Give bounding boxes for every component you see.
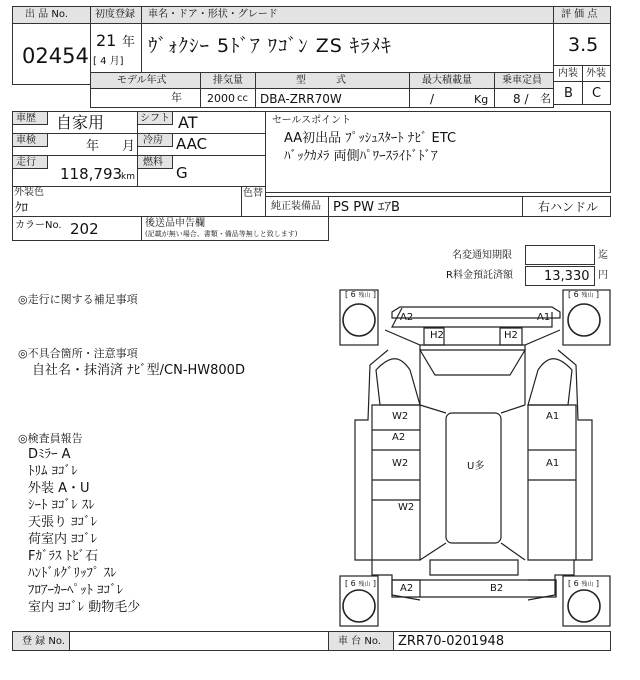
right-doors	[528, 405, 576, 560]
reg-no-label: 登 録 No.	[22, 636, 65, 647]
ac: AAC	[176, 135, 208, 153]
inspector-item: ﾊﾝﾄﾞﾙｸﾞﾘｯﾌﾟ ｽﾚ	[28, 566, 117, 581]
recycle-label: R料金預託済額	[446, 270, 513, 281]
history-label: 車歴	[16, 113, 36, 124]
inspector-item: 荷室内 ﾖｺﾞﾚ	[28, 532, 98, 547]
mark-front-left: A2	[400, 312, 414, 323]
mark-lamp-right: H2	[504, 330, 518, 341]
mark-side-w2-mid: W2	[392, 458, 409, 469]
inspection-label: 車検	[16, 135, 36, 146]
rear-window	[430, 560, 518, 575]
declaration-note: (記載が無い場合、書類・備品等無しと致します)	[145, 230, 298, 238]
first-reg-label: 初度登録	[95, 9, 135, 20]
first-reg-month: [ 4 月]	[93, 56, 124, 67]
inspector-item: Dﾐﾗｰ A	[28, 447, 71, 462]
exterior-label: 外装	[586, 68, 606, 79]
max-load-sep: /	[430, 92, 435, 106]
reg-no-label-cell	[12, 631, 70, 651]
car-name: ｳﾞｫｸｼｰ 5ﾄﾞｱ ﾜｺﾞﾝ ZS ｷﾗﾒｷ	[148, 35, 392, 57]
chassis-no: ZRR70-0201948	[398, 634, 505, 649]
fuel: G	[176, 164, 188, 182]
declaration-label: 後送品申告欄	[145, 218, 205, 229]
mark-front-right: A1	[537, 312, 551, 323]
mark-roof: U多	[467, 461, 485, 472]
shift-label: シフト	[140, 113, 170, 124]
name-change-unit: 迄	[598, 250, 608, 261]
lot-no: 02454	[22, 44, 89, 68]
sales-points-line1: AA初出品 ﾌﾟｯｼｭｽﾀｰﾄ ﾅﾋﾞ ETC	[284, 131, 457, 146]
ext-color: ｸﾛ	[15, 201, 28, 216]
left-side-profile	[355, 350, 420, 600]
tire-label-top-right: [ 6 残山 ]	[568, 290, 599, 299]
recycle-unit: 円	[598, 270, 608, 281]
reg-no-cell	[69, 631, 329, 651]
capacity: 8 /	[513, 92, 529, 106]
recycle-amount: 13,330	[544, 269, 590, 284]
right-side-profile	[528, 350, 592, 600]
sales-points-label: セールスポイント	[272, 115, 352, 126]
mark-lamp-left: H2	[430, 330, 444, 341]
score-label: 評 価 点	[561, 9, 598, 20]
inspector-item: 天張り ﾖｺﾞﾚ	[28, 515, 98, 530]
max-load-unit: Kg	[474, 93, 489, 106]
rear-lamps	[392, 580, 556, 597]
color-no: 202	[70, 220, 99, 238]
interior-label: 内装	[558, 68, 578, 79]
roof-panel	[446, 413, 501, 543]
inspector-item: Fｶﾞﾗｽ ﾄﾋﾞ石	[28, 549, 99, 564]
tire-label-bottom-right: [ 6 残山 ]	[568, 579, 599, 588]
history: 自家用	[56, 113, 105, 132]
inspection-year: 年	[86, 139, 100, 154]
mark-rear-left: A2	[400, 583, 414, 594]
model-year-unit: 年	[171, 91, 182, 104]
ac-label: 冷房	[143, 135, 163, 146]
lot-no-label: 出 品 No.	[25, 9, 68, 20]
mileage: 118,793	[60, 165, 123, 183]
fuel-label: 燃料	[143, 157, 163, 168]
mark-side-a2: A2	[392, 432, 406, 443]
first-reg-year: 21	[96, 31, 117, 50]
exterior-grade: C	[592, 86, 602, 101]
displacement-unit: cc	[237, 93, 248, 104]
model: DBA-ZRR70W	[260, 92, 342, 106]
score: 3.5	[568, 34, 599, 56]
equipment-label: 純正装備品	[271, 201, 321, 212]
chassis-label: 車 台 No.	[338, 636, 381, 647]
right-fender	[528, 359, 572, 405]
model-year-label: モデル年式	[117, 75, 167, 86]
inspector-item: ｼｰﾄ ﾖｺﾞﾚ ｽﾚ	[28, 498, 95, 513]
max-load-label: 最大積載量	[422, 75, 472, 86]
mileage-unit: km	[121, 172, 135, 182]
supplement-title: ◎走行に関する補足事項	[18, 293, 138, 306]
inspector-item: 外装 A・U	[28, 481, 90, 496]
interior-grade: B	[564, 86, 573, 101]
mark-rear-mid: B2	[490, 583, 504, 594]
defects-title: ◎不具合箇所・注意事項	[18, 347, 138, 360]
left-fender	[376, 359, 420, 405]
chassis-label-cell	[328, 631, 394, 651]
car-name-label: 車名・ドア・形状・グレード	[148, 9, 278, 20]
tire-label-top-left: [ 6 残山 ]	[345, 290, 376, 299]
mark-side-w2-low: W2	[398, 502, 415, 513]
defects-line: 自社名・抹消済 ﾅﾋﾞ型/CN-HW800D	[32, 363, 245, 378]
mark-right-a1-mid: A1	[546, 458, 560, 469]
hood	[385, 330, 560, 345]
color-change-label: 色替	[243, 188, 263, 199]
inspector-item: ﾌﾛｱｰｶｰﾍﾟｯﾄ ﾖｺﾞﾚ	[28, 583, 124, 598]
inspector-title: ◎検査員報告	[18, 432, 83, 445]
name-change-label: 名変通知期限	[452, 250, 512, 261]
capacity-unit: 名	[540, 92, 551, 105]
mileage-label: 走行	[16, 157, 36, 168]
handle: 右ハンドル	[538, 200, 599, 214]
inspector-item: ﾄﾘﾑ ﾖｺﾞﾚ	[28, 464, 78, 479]
tire-label-bottom-left: [ 6 残山 ]	[345, 579, 376, 588]
displacement: 2000	[207, 92, 235, 105]
color-no-label: カラーNo.	[15, 220, 62, 231]
left-doors	[372, 405, 420, 560]
model-label: 型 式	[296, 75, 346, 86]
front-bumper	[392, 307, 560, 318]
ext-color-label: 外装色	[14, 187, 44, 198]
mark-side-w2-upper: W2	[392, 411, 409, 422]
inspector-item: 室内 ﾖｺﾞﾚ 動物毛少	[28, 600, 141, 615]
capacity-label: 乗車定員	[502, 75, 542, 86]
chassis-cell	[393, 631, 611, 651]
equipment-items: PS PW ｴｱB	[333, 200, 400, 215]
rear-bumper	[392, 580, 556, 597]
displacement-label: 排気量	[213, 75, 243, 86]
windshield	[420, 350, 525, 375]
inspection-month: 月	[122, 139, 136, 154]
first-reg-year-unit: 年	[122, 35, 136, 50]
shift: AT	[178, 113, 198, 132]
mark-right-a1-upper: A1	[546, 411, 560, 422]
roof-frame	[420, 405, 525, 560]
sales-points-line2: ﾊﾞｯｸｶﾒﾗ 両側ﾊﾟﾜｰｽﾗｲﾄﾞﾄﾞｱ	[284, 149, 438, 164]
